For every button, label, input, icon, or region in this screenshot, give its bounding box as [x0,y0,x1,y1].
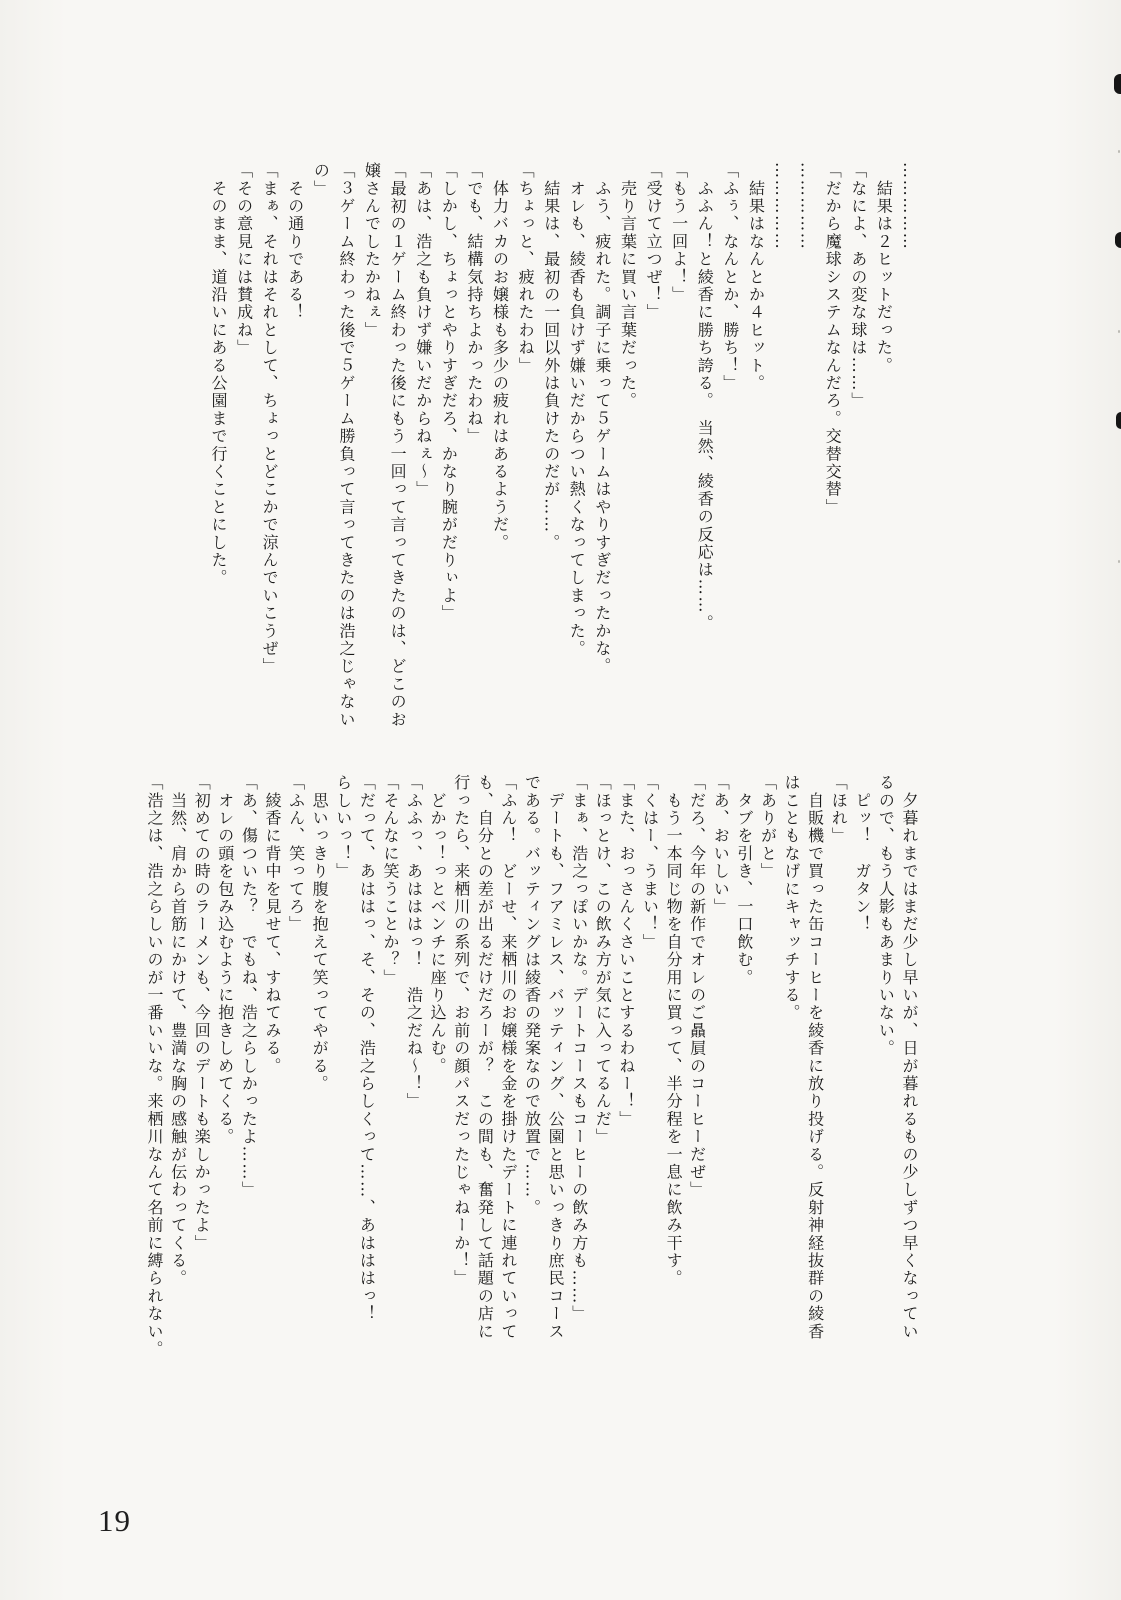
text-line: 嬢さんでしたかねぇ」 [362,162,382,339]
text-line: 「あ、傷ついた？ でもね、浩之らしかったよ……」 [239,774,259,1199]
text-line: …………… [900,162,919,251]
text-line: 「だろ、今年の新作でオレのご贔屓のコーヒーだぜ」 [687,774,707,1199]
text-line: ふふん！と綾香に勝ち誇る。 当然、綾香の反応は……。 [695,162,715,632]
binding-ink-mark [1116,412,1121,429]
text-line: 「もう一回よ！」 [669,162,689,304]
text-line: 「ふぅ、なんとか、勝ち！」 [720,162,740,393]
text-line: 「しかし、ちょっとやりすぎだろ、かなり腕がだりぃよ」 [439,162,459,623]
text-line: 「また、おっさんくさいことするわねー！」 [616,774,636,1128]
binding-ink-mark [1114,74,1121,94]
text-line: 「くはー、うまい！」 [640,774,660,951]
text-line: 夕暮れまではまだ少し早いが、日が暮れるもの少しずつ早くなってい [900,774,919,1341]
text-line: も、自分との差が出るだけだろーが？ この間も、奮発して話題の店に [475,774,495,1341]
text-line: 当然、肩から首筋にかけて、豊満な胸の感触が伝わってくる。 [168,774,188,1288]
bottom-text-block [142,774,921,1424]
text-line: 「浩之は、浩之らしいのが一番いいな。来栖川なんて名前に縛られない。 [145,774,164,1359]
text-line: もう一本同じ物を自分用に買って、半分程を一息に飲み干す。 [664,774,684,1288]
text-line: らしいっ！」 [333,774,353,881]
text-line: 「その意見には賛成ね」 [234,162,254,357]
text-line: 「ほれ」 [829,774,849,845]
text-line: の」 [311,162,331,198]
binding-ink-mark [1115,232,1121,248]
text-line: 「なによ、あの変な球は……」 [848,162,868,410]
text-line: 綾香に背中を見せて、すねてみる。 [262,774,282,1075]
top-text-block [205,162,922,782]
page-number: 19 [98,1503,131,1538]
text-line: オレも、綾香も負けず嫌いだからつい熱くなってしまった。 [567,162,587,658]
text-line: 「だって、あははっ、そ、その、浩之らしくって……、あはははっ！ [357,774,377,1323]
text-line: タブを引き、一口飲む。 [734,774,754,987]
text-line: オレの頭を包み込むように抱きしめてくる。 [215,774,235,1146]
text-line: …………… [797,162,817,251]
text-line: 行ったら、来栖川の系列で、お前の顔パスだったじゃねーか！」 [451,774,471,1288]
text-line: ふう、疲れた。調子に乗って５ゲームはやりすぎだったかな。 [592,162,612,676]
text-line: その通りである！ [285,162,305,322]
text-line: 「だから魔球システムなんだろ。交替交替」 [823,162,843,516]
text-line: 結果は、最初の一回以外は負けたのだが……。 [541,162,561,552]
text-line: 結果は２ヒットだった。 [874,162,894,375]
text-line: 思いっきり腹を抱えて笑ってやがる。 [310,774,330,1093]
scan-speck [1118,330,1120,333]
text-line: 売り言葉に買い言葉だった。 [618,162,638,410]
text-line: 体力バカのお嬢様も多少の疲れはあるようだ。 [490,162,510,552]
scan-speck [1118,560,1120,563]
text-line: 自販機で買った缶コーヒーを綾香に放り投げる。反射神経抜群の綾香 [805,774,825,1341]
text-line: 「あ、おいしい」 [711,774,731,916]
text-line: るので、もう人影もあまりいない。 [876,774,896,1058]
text-line: 「ちょっと、疲れたわね」 [516,162,536,375]
text-line: 「受けて立つぜ！」 [644,162,664,322]
text-line: 「まぁ、それはそれとして、ちょっとどこかで涼んでいこうぜ」 [260,162,280,676]
text-line: 「でも、結構気持ちよかったわね」 [464,162,484,446]
text-line: 「ほっとけ、この飲み方が気に入ってるんだ」 [593,774,613,1146]
text-line: 「まぁ、浩之っぽいかな。デートコースもコーヒーの飲み方も……」 [569,774,589,1323]
text-line: 「ふふっ、あはははっ！ 浩之だね～！」 [404,774,424,1111]
text-line: そのまま、道沿いにある公園まで行くことにした。 [208,162,228,587]
text-line: 「最初の１ゲーム終わった後にもう一回って言ってきたのは、どこのお [388,162,408,729]
scan-speck [1118,150,1120,153]
text-line: 「初めての時のラーメンも、今回のデートも楽しかったよ」 [192,774,212,1252]
text-line: 結果はなんとか４ヒット。 [746,162,766,393]
text-line: 「３ゲーム終わった後で５ゲーム勝負って言ってきたのは浩之じゃない [336,162,356,729]
text-line: はこともなげにキャッチする。 [782,774,802,1022]
text-line: 「ふん！ どーせ、来栖川のお嬢様を金を掛けたデートに連れていって [498,774,518,1341]
text-line: 「ありがと」 [758,774,778,881]
text-line: ピッ！ ガタン！ [852,774,872,934]
text-line: デートも、フアミレス、バッティング、公園と思いっきり庶民コース [546,774,566,1341]
text-line: どかっ！っとベンチに座り込んむ。 [428,774,448,1075]
text-line: …………… [772,162,792,251]
text-line: 「あは、浩之も負けず嫌いだからねぇ～」 [413,162,433,499]
text-line: 「ふん、笑ってろ」 [286,774,306,934]
text-line: 「そんなに笑うことか？」 [380,774,400,987]
text-line: である。バッティングは綾香の発案なので放置で……。 [522,774,542,1217]
